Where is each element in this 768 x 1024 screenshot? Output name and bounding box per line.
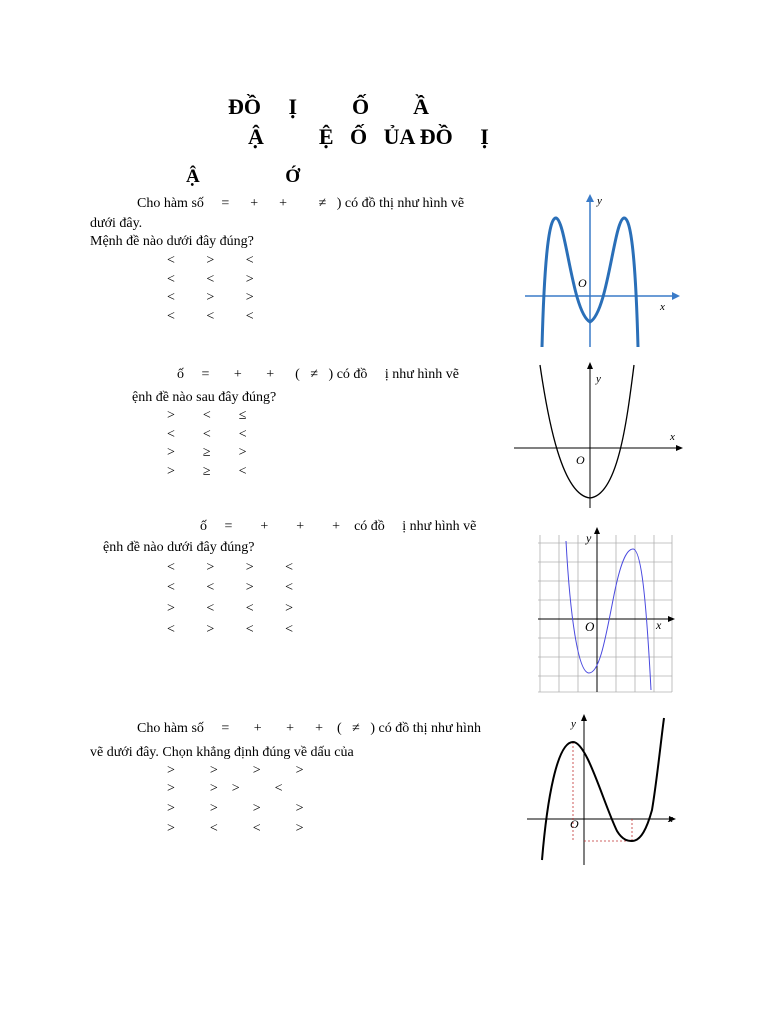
q1-x-label: x bbox=[660, 301, 665, 313]
q1-option-a[interactable]: < > < bbox=[167, 253, 254, 268]
q3-option-c[interactable]: > < < > bbox=[167, 601, 294, 616]
q3-x-arrow-icon bbox=[668, 616, 675, 622]
q4-curve bbox=[542, 718, 664, 860]
q2-x-arrow-icon bbox=[676, 445, 683, 451]
q1-line1: Cho hàm số = + + ≠ ) có đồ thị như hình vẽ bbox=[137, 196, 465, 211]
q4-option-a[interactable]: > > > > bbox=[167, 763, 304, 778]
q3-line1: ố = + + + có đồ ị như hình vẽ bbox=[200, 519, 477, 534]
q4-y-label: y bbox=[571, 718, 576, 730]
q2-option-d[interactable]: > ≥ < bbox=[167, 464, 247, 479]
q1-origin-label: O bbox=[578, 276, 587, 290]
doc-title-line2: Ậ Ệ Ố ỦA ĐỒ Ị bbox=[248, 124, 489, 149]
q3-y-arrow-icon bbox=[594, 527, 600, 534]
q4-graph bbox=[525, 710, 685, 870]
q3-option-a[interactable]: < > > < bbox=[167, 560, 294, 575]
q2-y-label: y bbox=[596, 373, 601, 385]
q3-graph bbox=[538, 525, 678, 695]
q2-line2: ệnh đề nào sau đây đúng? bbox=[132, 390, 277, 405]
q3-curve bbox=[566, 541, 651, 690]
q2-line1: ố = + + ( ≠ ) có đồ ị như hình vẽ bbox=[177, 367, 459, 382]
q1-option-c[interactable]: < > > bbox=[167, 290, 254, 305]
q3-y-label: y bbox=[586, 531, 592, 545]
q3-option-b[interactable]: < < > < bbox=[167, 580, 294, 595]
q2-option-c[interactable]: > ≥ > bbox=[167, 445, 247, 460]
q1-y-label: y bbox=[597, 195, 602, 207]
q2-curve bbox=[540, 365, 634, 498]
q3-line2: ệnh đề nào dưới đây đúng? bbox=[103, 540, 255, 555]
q4-option-b[interactable]: > > > < bbox=[167, 781, 283, 796]
q2-x-label: x bbox=[670, 431, 675, 443]
q2-graph bbox=[512, 360, 687, 510]
q1-y-arrow-icon bbox=[586, 194, 594, 202]
q4-x-label: x bbox=[668, 813, 673, 825]
q1-option-b[interactable]: < < > bbox=[167, 272, 254, 287]
q2-y-arrow-icon bbox=[587, 362, 593, 369]
q2-option-b[interactable]: < < < bbox=[167, 427, 247, 442]
q2-origin-label: O bbox=[576, 453, 585, 467]
q3-origin-label: O bbox=[585, 619, 595, 634]
q4-line2: vẽ dưới đây. Chọn khẳng định đúng về dấu của bbox=[90, 745, 354, 760]
q3-grid bbox=[538, 535, 672, 692]
q4-origin-label: O bbox=[570, 817, 579, 831]
q4-y-arrow-icon bbox=[581, 714, 587, 721]
q4-option-d[interactable]: > < < > bbox=[167, 821, 304, 836]
q1-line3: Mệnh đề nào dưới đây đúng? bbox=[90, 234, 254, 249]
q1-line2: dưới đây. bbox=[90, 216, 143, 231]
q2-option-a[interactable]: > < ≤ bbox=[167, 408, 247, 423]
q1-option-d[interactable]: < < < bbox=[167, 309, 254, 324]
q4-option-c[interactable]: > > > > bbox=[167, 801, 304, 816]
q3-x-label: x bbox=[656, 618, 662, 632]
q1-graph bbox=[520, 192, 680, 352]
section-heading: Ậ Ớ bbox=[186, 166, 300, 187]
q1-x-arrow-icon bbox=[672, 292, 680, 300]
doc-title-line1: ĐỒ Ị Ố Ầ bbox=[228, 94, 430, 119]
q4-line1: Cho hàm số = + + + ( ≠ ) có đồ thị như hình bbox=[137, 721, 481, 736]
q3-option-d[interactable]: < > < < bbox=[167, 622, 294, 637]
